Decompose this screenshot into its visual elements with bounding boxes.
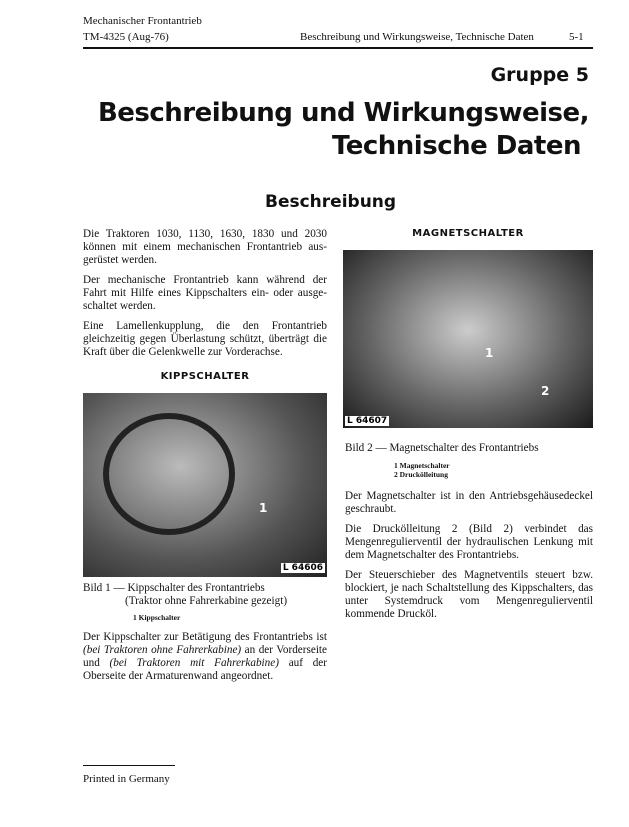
callout: 1 (259, 501, 268, 515)
paragraph (83, 631, 327, 683)
page-title-line2: Technische Daten (331, 131, 581, 161)
header-rule (83, 47, 593, 49)
paragraph: Der Magnetschalter ist in den Antriebsgehäusedeckel geschraubt. (345, 490, 593, 515)
group-label: Gruppe 5 (490, 64, 589, 86)
photo-id: L 64606 (282, 563, 323, 573)
italic-text: (bei Traktoren ohne Fahrerkabine) (83, 644, 242, 656)
figure-caption: Bild 2 — Magnetschalter des Frontantriebs (345, 442, 539, 454)
figure-caption-sub: (Traktor ohne Fahrerkabine gezeigt) (125, 595, 288, 607)
paragraph: Der mechanische Frontantrieb kann während der Fahrt mit Hilfe eines Kippschalters ein- oder ausgeschaltet werden. (83, 274, 327, 312)
left-column (83, 228, 327, 382)
page-title-line1: Beschreibung und Wirkungsweise, (97, 98, 589, 128)
italic-text: (bei Traktoren mit Fahrerkabine) (109, 657, 279, 669)
text: an der Vorderseite und (83, 644, 327, 669)
header-title: Mechanischer Frontantrieb (83, 15, 202, 27)
subheading-kippschalter: KIPPSCHALTER (160, 371, 250, 382)
paragraph: Die Druckölleitung 2 (Bild 2) verbindet das Mengenregulierventil der hydraulischen Lenkung mit dem Magnetschalter des Frontantriebs. (345, 523, 593, 561)
photo-kippschalter (83, 393, 327, 577)
right-text (345, 490, 593, 621)
figure-legend: 2 Druckölleitung (394, 470, 448, 479)
callout: 1 (485, 346, 494, 360)
text: Der Kippschalter zur Betätigung des Frontantriebs ist (83, 631, 327, 643)
figure-caption: Bild 1 — Kippschalter des Frontantriebs (83, 582, 265, 594)
figure-legend: 1 Kippschalter (133, 613, 181, 622)
header-section: Beschreibung und Wirkungsweise, Technische Daten (300, 31, 534, 43)
footer: Printed in Germany (83, 773, 170, 785)
callout: 2 (541, 384, 550, 398)
paragraph: Der Steuerschieber des Magnetventils steuert bzw. blockiert, je nach Schaltstellung des Kippschalters, das unter Systemdruck vom Mengenregulierventil kommende Drucköl. (345, 569, 593, 620)
text: auf der Oberseite der Armaturenwand angeordnet. (83, 657, 327, 682)
steering-wheel-shape (103, 413, 235, 535)
footer-rule (83, 765, 175, 766)
figure-legend: 1 Magnetschalter (394, 461, 450, 470)
header-tm: TM-4325 (Aug-76) (83, 31, 169, 43)
photo-magnetschalter (343, 250, 593, 428)
subheading-magnetschalter: MAGNETSCHALTER (412, 228, 524, 239)
paragraph: Eine Lamellenkupplung, die den Frontantrieb gleichzeitig gegen Überlastung schützt, überträgt die Kraft über die Gelenkwelle zur Vorderachse. (83, 320, 327, 358)
photo-id: L 64607 (347, 416, 388, 426)
header-page: 5-1 (569, 31, 584, 43)
section-title: Beschreibung (265, 192, 397, 212)
paragraph: Die Traktoren 1030, 1130, 1630, 1830 und 2030 können mit einem mechanischen Frontantrieb ausgerüstet werden. (83, 228, 327, 266)
